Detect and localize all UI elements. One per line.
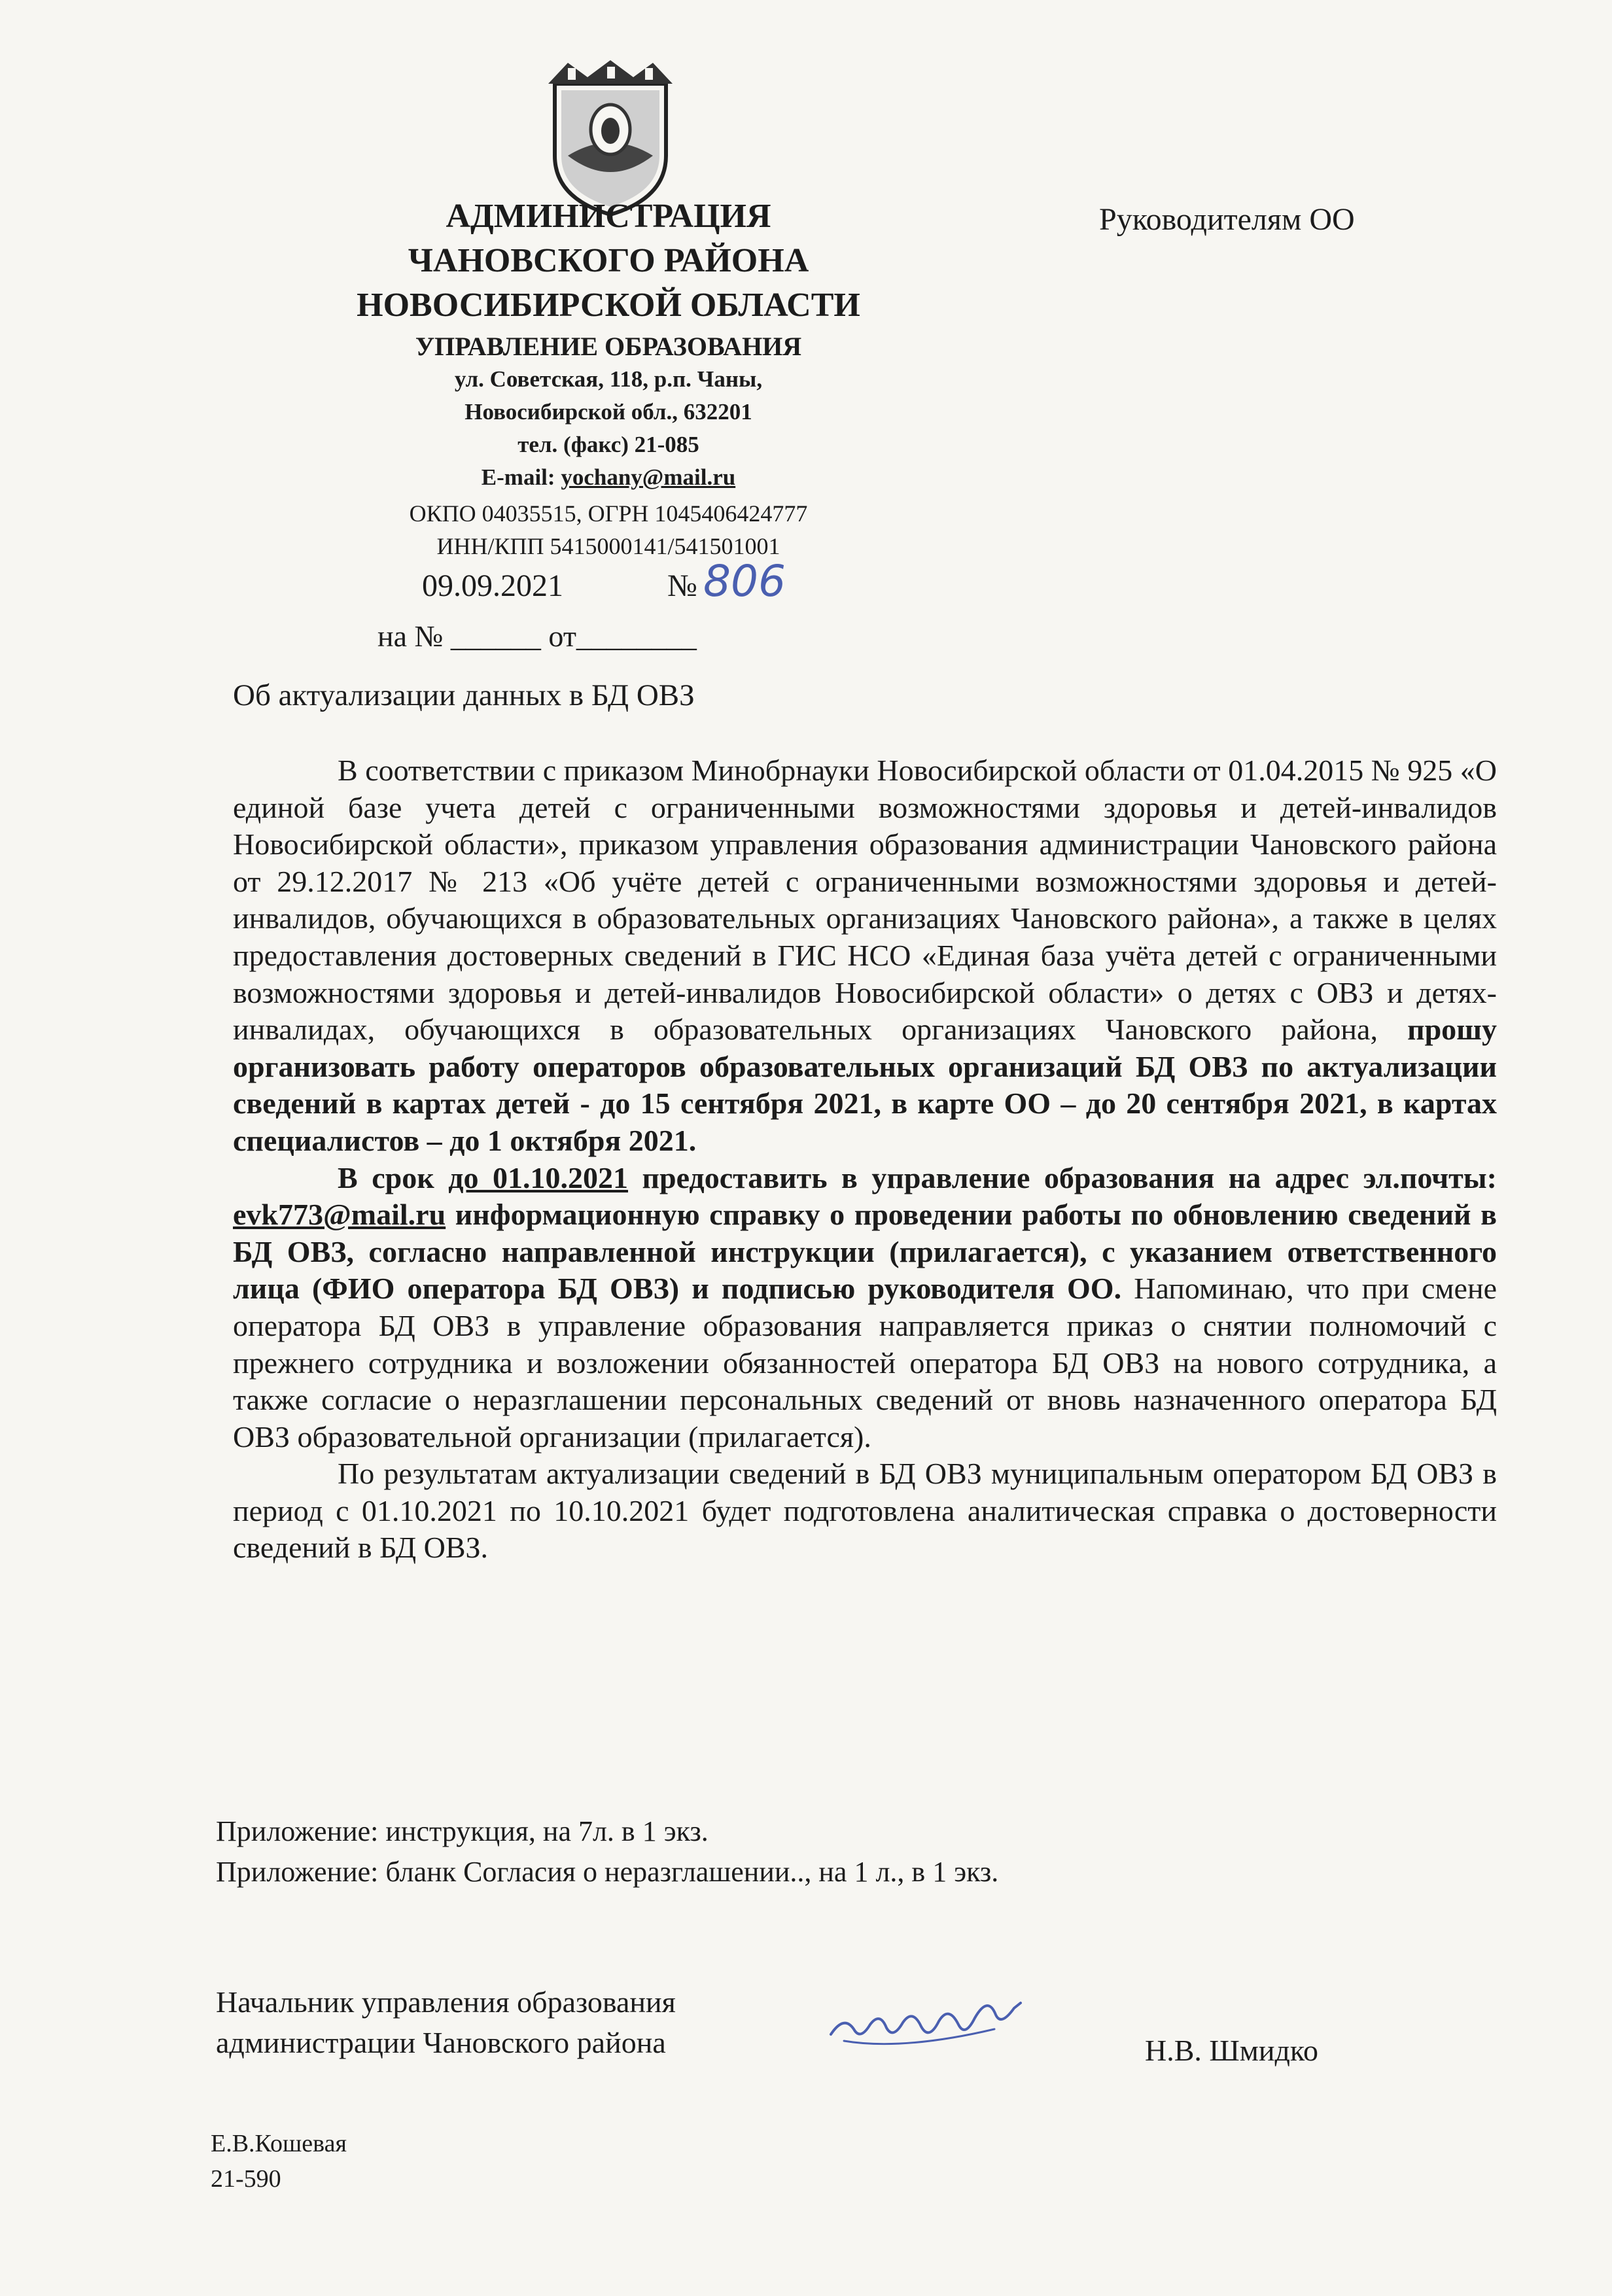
signatory-name: Н.В. Шмидко [1145, 2034, 1318, 2067]
executor-phone: 21-590 [211, 2165, 281, 2193]
email-line [249, 462, 968, 493]
report-email-link[interactable]: evk773@mail.ru [233, 1198, 446, 1232]
executor-info [211, 2126, 347, 2197]
paragraph-2-bold-b: предоставить в управление образования на адрес эл.почты: [628, 1160, 1498, 1194]
paragraph-2 [233, 1160, 1497, 1456]
phone-fax: тел. (факс) 21-085 [517, 432, 699, 457]
header-email-link[interactable]: yochany@mail.ru [561, 464, 736, 490]
paragraph-2-text: Напоминаю, что при смене оператора БД ОВЗ в управление образования направляется приказ о снятии полномочий с прежнего сотрудника и возложении обязанностей оператора БД ОВЗ на нового сотрудника, а также согласие о неразглашении персональных сведений от вновь назначенного оператора БД ОВЗ образовательной организации (прилагается). [233, 1272, 1497, 1453]
addressee: Руководителям ОО [1099, 202, 1355, 237]
paragraph-1-bold: прошу организовать работу операторов образовательных организаций БД ОВЗ по актуализации сведений в картах детей - до 15 сентября 2021, в карте ОО – до 20 сентября 2021, в картах специалистов – до 1 октября 2021. [233, 1013, 1497, 1157]
letter-body [233, 752, 1497, 1567]
paragraph-2-bold-c: информационную справку о проведении работы по обновлению сведений в БД ОВЗ, согласно направленной инструкции (прилагается), с указанием ответственного лица (ФИО оператора БД ОВЗ) и подписью руководителя ОО. [233, 1198, 1497, 1306]
inn-kpp: ИНН/КПП 5415000141/541501001 [436, 533, 780, 559]
okpo-ogrn: ОКПО 04035515, ОГРН 1045406424777 [409, 500, 808, 527]
document-number-handwritten: 806 [703, 556, 786, 606]
department-name: УПРАВЛЕНИЕ ОБРАЗОВАНИЯ [415, 332, 802, 361]
signatory-position [216, 1982, 676, 2063]
position-line1: Начальник управления образования [216, 1985, 676, 2019]
document-date: 09.09.2021 [422, 568, 563, 603]
org-name-line1: АДМИНИСТРАЦИЯ [446, 198, 771, 235]
handwritten-signature [824, 1989, 1034, 2061]
paragraph-1-text: В соответствии с приказом Минобрнауки Новосибирской области от 01.04.2015 № 925 «О единой базе учета детей с ограниченными возможностями здоровья и детей-инвалидов Новосибирской области», приказом управления образования администрации Чановского района от 29.12.2017 № 213 «Об учёте детей с ограниченными возможностями здоровья и детей-инвалидов, обучающихся в образовательных организациях Чановского района», а также в целях предоставления достоверных сведений в ГИС НСО «Единая база учёта детей с ограниченными возможностями здоровья и детей-инвалидов Новосибирской области» о детях с ОВЗ и детях-инвалидах, обучающихся в образовательных организациях Чановского района, [233, 754, 1497, 1047]
reference-line: на № ______ от________ [377, 619, 697, 653]
address-line1: ул. Советская, 118, р.п. Чаны, [454, 366, 763, 392]
appendix-item-2: Приложение: бланк Согласия о неразглашении.., на 1 л., в 1 экз. [216, 1856, 999, 1888]
org-name-line3: НОВОСИБИРСКОЙ ОБЛАСТИ [357, 287, 860, 324]
deadline-date: до 01.10.2021 [448, 1160, 629, 1194]
org-name-line2: ЧАНОВСКОГО РАЙОНА [408, 242, 809, 279]
address-line2: Новосибирской обл., 632201 [464, 399, 752, 425]
appendix-item-1: Приложение: инструкция, на 7л. в 1 экз. [216, 1815, 709, 1847]
document-number-label: № [667, 568, 697, 603]
executor-name: Е.В.Кошевая [211, 2130, 347, 2157]
paragraph-1 [233, 752, 1497, 1160]
paragraph-3: По результатам актуализации сведений в БД ОВЗ муниципальным оператором БД ОВЗ в период с 01.10.2021 по 10.10.2021 будет подготовлена аналитическая справка о достоверности сведений в БД ОВЗ. [233, 1457, 1497, 1565]
paragraph-2-bold-a: В срок [338, 1160, 449, 1194]
email-label: E-mail: [481, 464, 561, 490]
position-line2: администрации Чановского района [216, 2026, 666, 2059]
subject-line: Об актуализации данных в БД ОВЗ [233, 678, 695, 712]
